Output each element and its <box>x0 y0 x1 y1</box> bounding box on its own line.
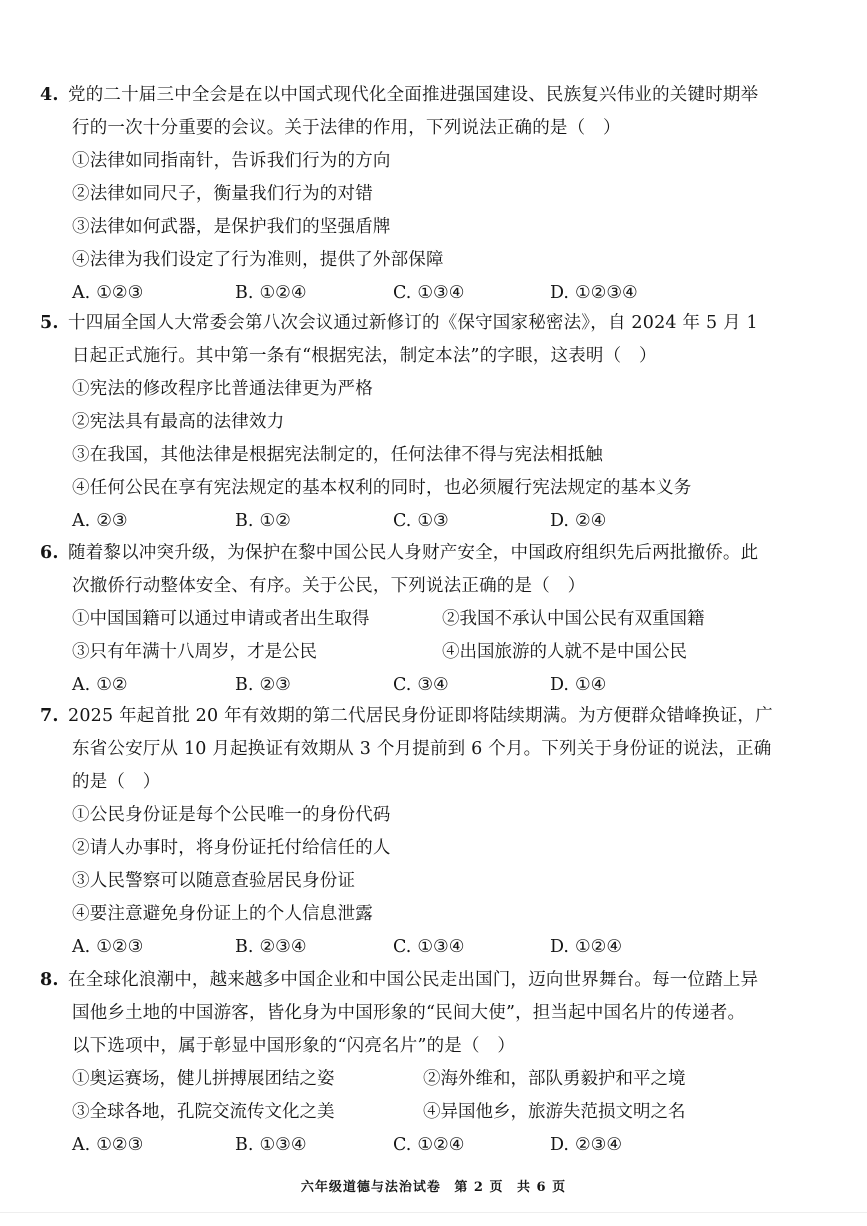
statement: ④任何公民在享有宪法规定的基本权利的同时，也必须履行宪法规定的基本义务 <box>72 478 692 498</box>
statements-row <box>40 603 780 636</box>
question-number: 4. <box>40 85 59 105</box>
question-stem-line: 6. 随着黎以冲突升级，为保护在黎中国公民人身财产安全，中国政府组织先后两批撤侨。此 <box>40 537 780 570</box>
question-stem-line: 的是（ ） <box>72 772 161 792</box>
choice-a[interactable]: A. ①②③ <box>72 283 144 303</box>
statement: ①宪法的修改程序比普通法律更为严格 <box>72 379 373 399</box>
question-stem-line: 日起正式施行。其中第一条有“根据宪法，制定本法”的字眼，这表明（ ） <box>72 346 657 366</box>
choice-b[interactable]: B. ②③④ <box>235 937 307 957</box>
statement: ③在我国，其他法律是根据宪法制定的，任何法律不得与宪法相抵触 <box>72 445 603 465</box>
choices-row <box>40 1129 780 1162</box>
choice-a[interactable]: A. ①②③ <box>72 937 144 957</box>
page-footer <box>0 1176 867 1195</box>
question-stem-line: 次撤侨行动整体安全、有序。关于公民，下列说法正确的是（ ） <box>72 576 586 596</box>
choice-b[interactable]: B. ①②④ <box>235 283 307 303</box>
statements-row <box>40 636 780 669</box>
question-stem-line: 以下选项中，属于彰显中国形象的“闪亮名片”的是（ ） <box>72 1036 516 1056</box>
choice-c[interactable]: C. ①③ <box>393 511 449 531</box>
question-stem-line: 8. 在全球化浪潮中，越来越多中国企业和中国公民走出国门，迈向世界舞台。每一位踏上异 <box>40 964 780 997</box>
statements-row <box>40 1063 780 1096</box>
choice-d[interactable]: D. ①②③④ <box>550 283 638 303</box>
statement: ①中国国籍可以通过申请或者出生取得 <box>72 609 370 629</box>
statement: ④异国他乡，旅游失范损文明之名 <box>423 1102 686 1122</box>
choice-d[interactable]: D. ①④ <box>550 675 607 695</box>
choice-d[interactable]: D. ②③④ <box>550 1135 623 1155</box>
question-stem-line: 东省公安厅从 10 月起换证有效期从 3 个月提前到 6 个月。下列关于身份证的说法，正确 <box>72 739 772 759</box>
statement: ④要注意避免身份证上的个人信息泄露 <box>72 904 373 924</box>
question-number: 6. <box>40 543 59 563</box>
choice-c[interactable]: C. ③④ <box>393 675 449 695</box>
statement: ②海外维和，部队勇毅护和平之境 <box>423 1069 686 1089</box>
question-8 <box>40 964 780 1162</box>
statement: ④法律为我们设定了行为准则，提供了外部保障 <box>72 250 444 270</box>
question-number: 7. <box>40 706 59 726</box>
choice-a[interactable]: A. ①②③ <box>72 1135 144 1155</box>
choices-row <box>40 669 780 702</box>
choice-b[interactable]: B. ②③ <box>235 675 291 695</box>
choice-b[interactable]: B. ①② <box>235 511 291 531</box>
choice-a[interactable]: A. ①② <box>72 675 128 695</box>
choice-c[interactable]: C. ①②④ <box>393 1135 465 1155</box>
statement: ③法律如何武器，是保护我们的坚强盾牌 <box>72 217 391 237</box>
statement: ②我国不承认中国公民有双重国籍 <box>442 609 705 629</box>
footer-subject: 六年级道德与法治试卷 <box>300 1180 441 1195</box>
statement: ②宪法具有最高的法律效力 <box>72 412 285 432</box>
question-stem-line: 4. 党的二十届三中全会是在以中国式现代化全面推进强国建设、民族复兴伟业的关键时期举 <box>40 79 780 112</box>
choice-b[interactable]: B. ①③④ <box>235 1135 307 1155</box>
choices-row <box>40 931 780 964</box>
footer-page-current: 第 2 页 <box>454 1180 504 1195</box>
question-stem-line: 5. 十四届全国人大常委会第八次会议通过新修订的《保守国家秘密法》，自 2024 年 5 月 1 <box>40 307 780 340</box>
question-stem-line: 行的一次十分重要的会议。关于法律的作用，下列说法正确的是（ ） <box>72 118 621 138</box>
choices-row <box>40 277 780 310</box>
statement: ②法律如同尺子，衡量我们行为的对错 <box>72 184 373 204</box>
question-5 <box>40 307 780 538</box>
statement: ①公民身份证是每个公民唯一的身份代码 <box>72 805 391 825</box>
choice-c[interactable]: C. ①③④ <box>393 937 465 957</box>
footer-page-total: 共 6 页 <box>517 1180 567 1195</box>
question-7 <box>40 700 780 964</box>
choices-row <box>40 505 780 538</box>
statement: ③只有年满十八周岁，才是公民 <box>72 642 317 662</box>
question-stem-line: 国他乡土地的中国游客，皆化身为中国形象的“民间大使”，担当起中国名片的传递者。 <box>72 1003 746 1023</box>
question-number: 8. <box>40 970 59 990</box>
statement: ①法律如同指南针，告诉我们行为的方向 <box>72 151 391 171</box>
choice-d[interactable]: D. ②④ <box>550 511 607 531</box>
question-number: 5. <box>40 313 59 333</box>
choice-c[interactable]: C. ①③④ <box>393 283 465 303</box>
statement: ③人民警察可以随意查验居民身份证 <box>72 871 356 891</box>
choice-d[interactable]: D. ①②④ <box>550 937 623 957</box>
statement: ③全球各地，孔院交流传文化之美 <box>72 1102 335 1122</box>
choice-a[interactable]: A. ②③ <box>72 511 128 531</box>
statement: ④出国旅游的人就不是中国公民 <box>442 642 687 662</box>
question-stem-line: 7. 2025 年起首批 20 年有效期的第二代居民身份证即将陆续期满。为方便群众错峰换证，广 <box>40 700 780 733</box>
statement: ②请人办事时，将身份证托付给信任的人 <box>72 838 391 858</box>
question-4 <box>40 79 780 310</box>
statements-row <box>40 1096 780 1129</box>
statement: ①奥运赛场，健儿拼搏展团结之姿 <box>72 1069 335 1089</box>
question-6 <box>40 537 780 702</box>
bottom-edge <box>0 1212 867 1213</box>
